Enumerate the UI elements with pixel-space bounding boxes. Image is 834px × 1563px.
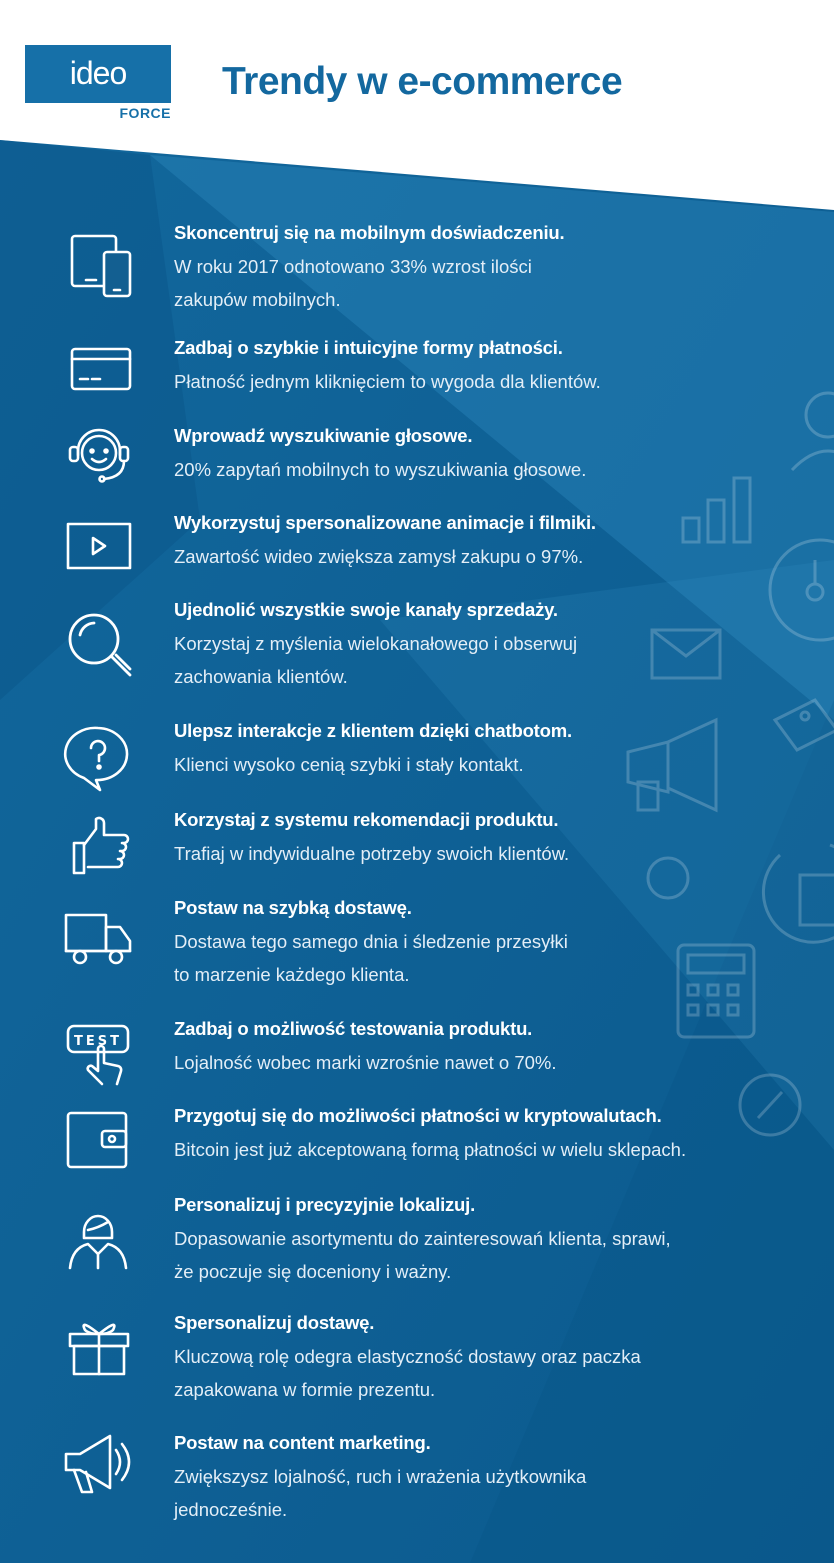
- magnifier-icon: [60, 609, 138, 679]
- trend-title: Ulepsz interakcje z klientem dzięki chatbotom.: [174, 720, 572, 741]
- question-bubble-icon: [60, 722, 138, 792]
- video-play-icon: [60, 510, 138, 580]
- test-touch-icon: [60, 1020, 138, 1090]
- trend-title: Spersonalizuj dostawę.: [174, 1312, 375, 1333]
- trend-title: Postaw na szybką dostawę.: [174, 897, 412, 918]
- trend-description: Lojalność wobec marki wzrośnie nawet o 70%.: [174, 1052, 557, 1073]
- trend-description: Płatność jednym kliknięciem to wygoda dla klientów.: [174, 371, 601, 392]
- gift-icon: [60, 1312, 138, 1382]
- voice-assistant-icon: [60, 421, 138, 491]
- trend-description: Dopasowanie asortymentu do zainteresowań klienta, sprawi, że poczuje się doceniony i ważny.: [174, 1228, 671, 1282]
- delivery-truck-icon: [60, 905, 138, 975]
- trend-title: Skoncentruj się na mobilnym doświadczeniu.: [174, 222, 565, 243]
- trend-title: Wprowadź wyszukiwanie głosowe.: [174, 425, 473, 446]
- person-icon: [60, 1202, 138, 1272]
- trend-description: Klienci wysoko cenią szybki i stały kontakt.: [174, 754, 524, 775]
- trend-description: 20% zapytań mobilnych to wyszukiwania głosowe.: [174, 459, 587, 480]
- trend-description: Trafiaj w indywidualne potrzeby swoich klientów.: [174, 843, 570, 864]
- trend-title: Ujednolić wszystkie swoje kanały sprzedaży.: [174, 599, 558, 620]
- trend-description: Kluczową rolę odegra elastyczność dostawy oraz paczka zapakowana w formie prezentu.: [174, 1346, 641, 1400]
- logo: [25, 45, 171, 120]
- thumbs-up-icon: [60, 813, 138, 883]
- devices-icon: [60, 230, 138, 300]
- trend-title: Personalizuj i precyzyjnie lokalizuj.: [174, 1194, 476, 1215]
- trend-description: W roku 2017 odnotowano 33% wzrost ilości zakupów mobilnych.: [174, 256, 532, 310]
- page-title: Trendy w e-commerce: [222, 60, 623, 103]
- trend-title: Postaw na content marketing.: [174, 1432, 431, 1453]
- trend-title: Przygotuj się do możliwości płatności w kryptowalutach.: [174, 1105, 662, 1126]
- trend-description: Bitcoin jest już akceptowaną formą płatności w wielu sklepach.: [174, 1139, 687, 1160]
- trend-description: Zawartość wideo zwiększa zamysł zakupu o 97%.: [174, 546, 584, 567]
- trend-description: Dostawa tego samego dnia i śledzenie przesyłki to marzenie każdego klienta.: [174, 931, 568, 985]
- wallet-icon: [60, 1105, 138, 1175]
- trend-title: Wykorzystuj spersonalizowane animacje i filmiki.: [174, 512, 596, 533]
- trend-title: Zadbaj o możliwość testowania produktu.: [174, 1018, 533, 1039]
- logo-box: [25, 45, 171, 103]
- trend-description: Zwiększysz lojalność, ruch i wrażenia użytkownika jednocześnie.: [174, 1466, 587, 1520]
- logo-text: ideo: [69, 55, 127, 91]
- trend-title: Korzystaj z systemu rekomendacji produktu.: [174, 809, 559, 830]
- svg-text:TEST: TEST: [74, 1034, 122, 1049]
- trend-description: Korzystaj z myślenia wielokanałowego i obserwuj zachowania klientów.: [174, 633, 578, 687]
- megaphone-icon: [60, 1430, 138, 1500]
- logo-sub: FORCE: [119, 105, 171, 121]
- trend-title: Zadbaj o szybkie i intuicyjne formy płatności.: [174, 337, 563, 358]
- credit-card-icon: [60, 335, 138, 405]
